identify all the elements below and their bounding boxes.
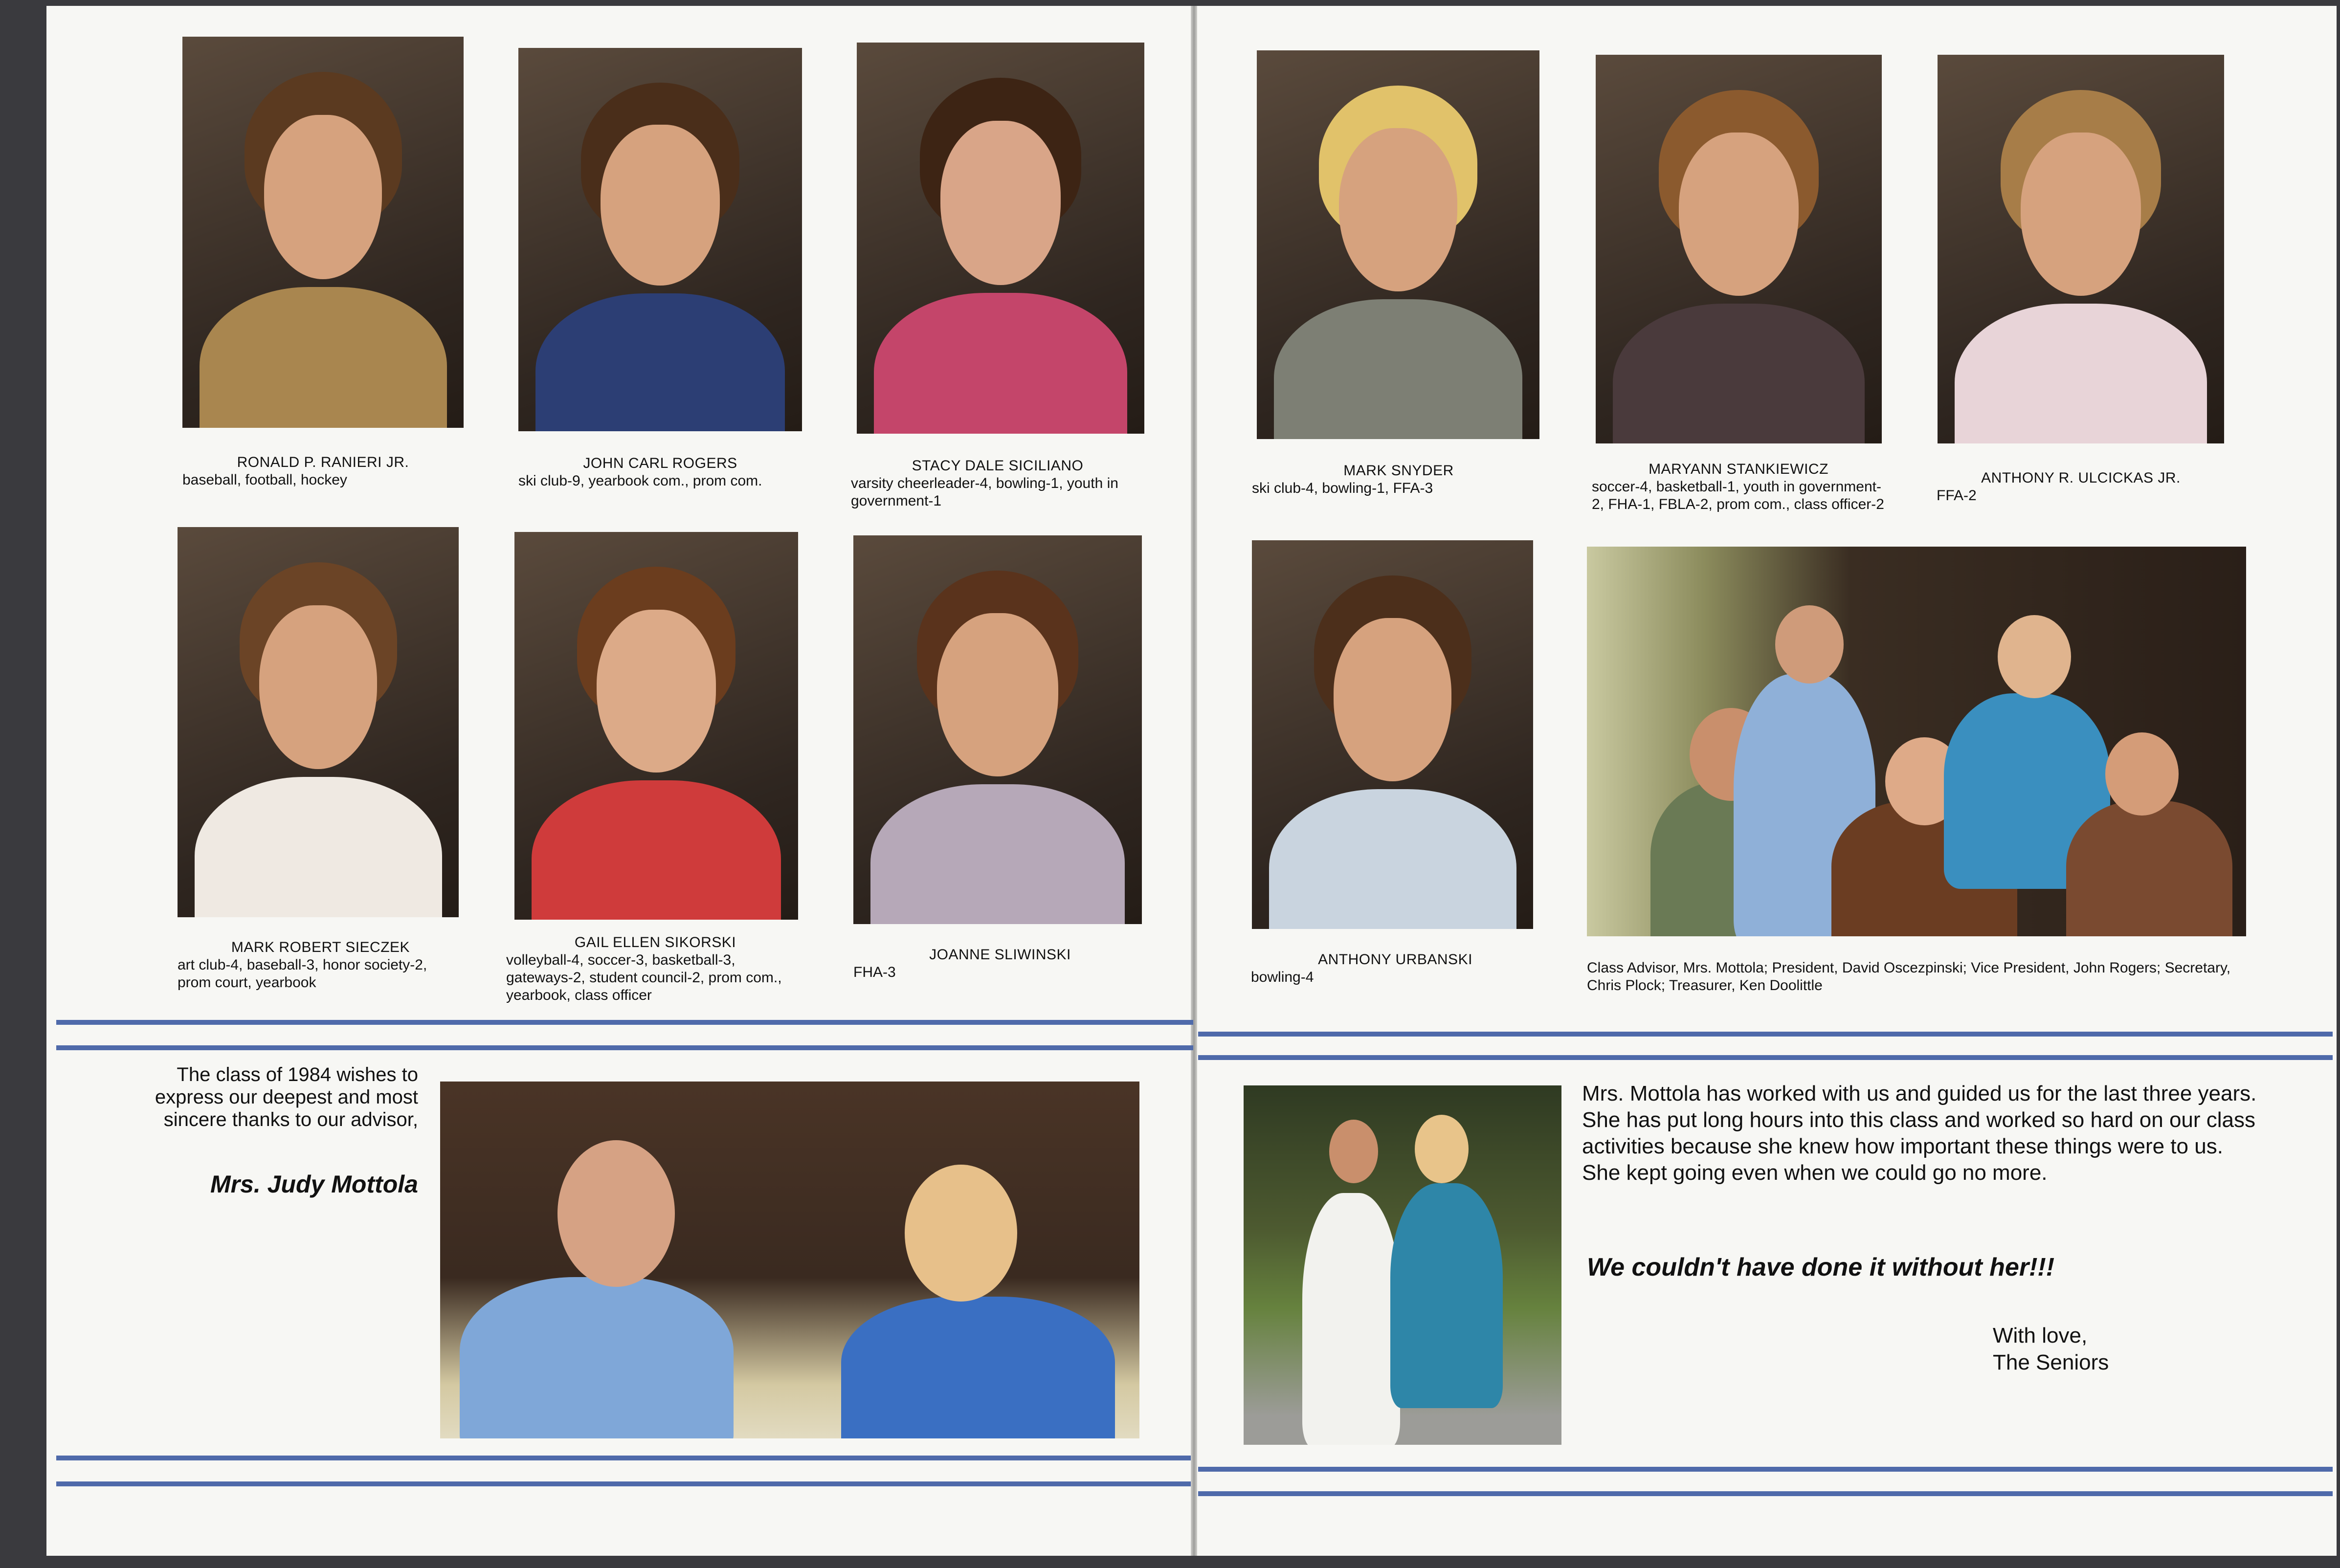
- senior-activities: ski club-4, bowling-1, FFA-3: [1252, 480, 1433, 496]
- portrait-photo: [1938, 55, 2224, 443]
- senior-name: MARK SNYDER: [1343, 463, 1454, 479]
- portrait-photo: [857, 43, 1144, 434]
- divider-rule: [1198, 1467, 2333, 1472]
- portrait-photo: [182, 37, 464, 428]
- senior-name: RONALD P. RANIERI JR.: [237, 454, 409, 470]
- senior-caption: [178, 939, 464, 992]
- advisor-name: Mrs. Judy Mottola: [210, 1170, 418, 1198]
- senior-name: MARYANN STANKIEWICZ: [1649, 461, 1828, 477]
- portrait-photo: [514, 532, 798, 920]
- advisor-outdoor-photo: [1244, 1085, 1561, 1445]
- divider-rule: [1198, 1055, 2333, 1060]
- senior-activities: soccer-4, basketball-1, youth in government-2, FHA-1, FBLA-2, prom com., class officer-2: [1592, 479, 1884, 512]
- senior-caption: [182, 454, 464, 489]
- senior-activities: bowling-4: [1251, 969, 1314, 985]
- senior-name: MARK ROBERT SIECZEK: [231, 939, 410, 955]
- senior-caption: [851, 457, 1144, 510]
- senior-name: ANTHONY URBANSKI: [1318, 951, 1472, 968]
- senior-caption: [506, 934, 804, 1004]
- divider-rule: [1198, 1491, 2333, 1496]
- senior-caption: [518, 455, 802, 490]
- book-gutter: [1191, 6, 1197, 1556]
- senior-activities: volleyball-4, soccer-3, basketball-3, gateways-2, student council-2, prom com., yearbook, class officer: [506, 952, 782, 1003]
- divider-rule: [56, 1045, 1193, 1050]
- senior-name: ANTHONY R. ULCICKAS JR.: [1981, 470, 2181, 486]
- senior-name: JOHN CARL ROGERS: [583, 455, 737, 471]
- dedication-intro: The class of 1984 wishes to express our deepest and most sincere thanks to our advisor,: [155, 1064, 418, 1130]
- portrait-photo: [1252, 540, 1533, 929]
- senior-activities: baseball, football, hockey: [182, 472, 347, 488]
- class-officers-photo: [1587, 547, 2246, 936]
- tribute-message: Mrs. Mottola has worked with us and guided us for the last three years. She has put long hours into this class and worked so hard on our class activities because she knew how important these things were to us. She kept going even when we could go no more.: [1582, 1082, 2257, 1185]
- senior-caption: [1937, 469, 2225, 505]
- senior-name: STACY DALE SICILIANO: [912, 458, 1084, 474]
- divider-rule: [1198, 1032, 2333, 1037]
- senior-activities: FFA-2: [1937, 487, 1977, 504]
- senior-activities: varsity cheerleader-4, bowling-1, youth in government-1: [851, 475, 1118, 509]
- senior-caption: [1251, 951, 1539, 986]
- divider-rule: [56, 1456, 1191, 1460]
- divider-rule: [56, 1020, 1193, 1025]
- senior-activities: FHA-3: [853, 964, 896, 980]
- senior-name: JOANNE SLIWINSKI: [929, 947, 1071, 963]
- senior-caption: [853, 946, 1147, 981]
- senior-name: GAIL ELLEN SIKORSKI: [574, 934, 736, 950]
- portrait-photo: [853, 535, 1142, 924]
- closing-signature: The Seniors: [1993, 1350, 2109, 1374]
- advisor-students-photo: [440, 1082, 1139, 1438]
- senior-caption: [1592, 461, 1885, 513]
- senior-activities: ski club-9, yearbook com., prom com.: [518, 473, 762, 489]
- senior-caption: [1252, 462, 1545, 497]
- officers-caption: Class Advisor, Mrs. Mottola; President, David Oscezpinski; Vice President, John Rogers; Secretary, Chris Plock; Treasurer, Ken Doolittle: [1587, 960, 2231, 994]
- divider-rule: [56, 1481, 1191, 1486]
- closing-line: With love,: [1993, 1324, 2088, 1347]
- tribute-tagline: We couldn't have done it without her!!!: [1587, 1253, 2055, 1281]
- senior-activities: art club-4, baseball-3, honor society-2, prom court, yearbook: [178, 957, 427, 991]
- portrait-photo: [178, 527, 459, 917]
- portrait-photo: [1596, 55, 1882, 443]
- portrait-photo: [1257, 50, 1539, 439]
- portrait-photo: [518, 48, 802, 431]
